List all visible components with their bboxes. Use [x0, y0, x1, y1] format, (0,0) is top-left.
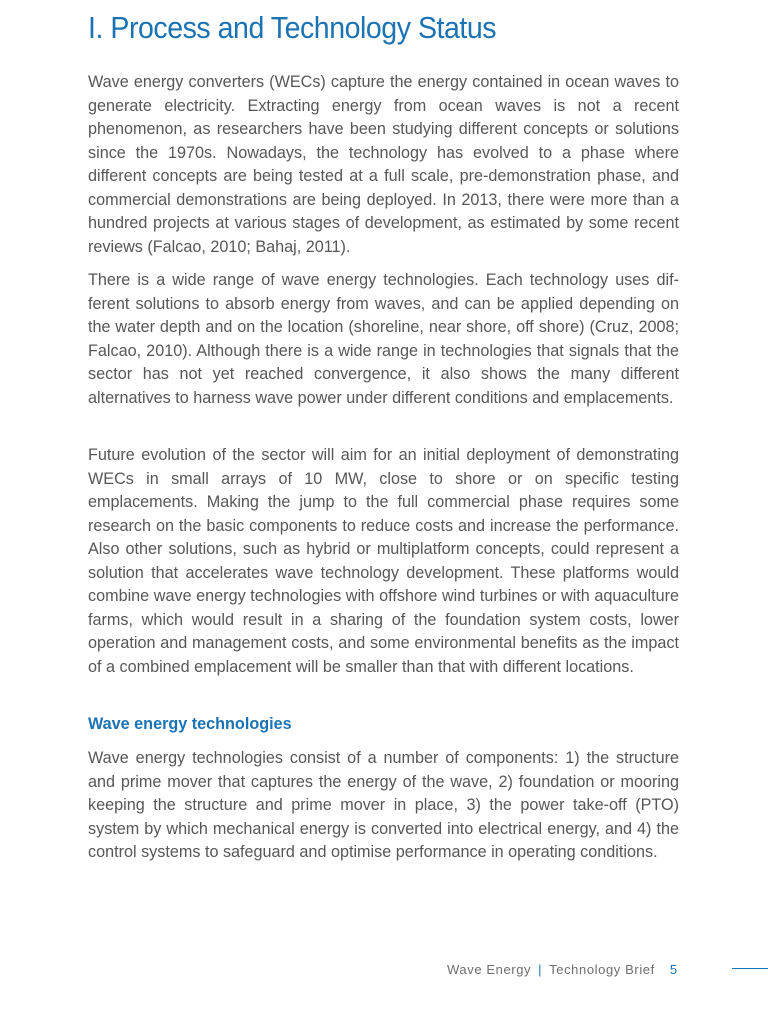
section-subheading: Wave energy technologies: [88, 715, 292, 733]
footer-publication-label: Wave Energy: [447, 961, 532, 977]
body-paragraph-2: There is a wide range of wave energy technologies. Each technology uses different solutions to absorb energy from waves, and can be applied depending on the water depth and on the location (shoreline, near shore, off shore) (Cruz, 2008; Falcao, 2010). Although there is a wide range in technologies that signals that the sector has not yet reached convergence, it also shows the many different alternatives to harness wave power under different conditions and emplacements.: [88, 271, 679, 407]
page-title: I. Process and Technology Status: [88, 10, 497, 45]
footer-separator: |: [538, 961, 543, 977]
body-paragraph-4: Wave energy technologies consist of a number of components: 1) the structure and prime mover that captures the energy of the wave, 2) foundation or mooring keeping the structure and prime mover in place, 3) the power take-off (PTO) system by which mechanical energy is converted into electrical energy, and 4) the control systems to safeguard and optimise performance in operating conditions.: [88, 749, 679, 861]
footer-series-label: Technology Brief: [549, 961, 655, 977]
footer-divider-line: [732, 968, 768, 969]
body-paragraph-3: Future evolution of the sector will aim for an initial deployment of demonstrating WECs in small arrays of 10 MW, close to shore or on specific testing emplacements. Making the jump to the full commercial phase requires some research on the basic components to reduce costs and increase the performance. Also other solutions, such as hybrid or multiplatform concepts, could represent a solution that accelerates wave technology development. These platforms would combine wave energy technologies with offshore wind turbines or with aquaculture farms, which would result in a sharing of the foundation system costs, lower operation and management costs, and some environmental benefits as the impact of a combined emplacement will be smaller than that with different locations.: [88, 446, 679, 676]
body-paragraph-1: Wave energy converters (WECs) capture the energy contained in ocean waves to generate electricity. Extracting energy from ocean waves is not a recent phenomenon, as researchers have been studying different concepts or solutions since the 1970s. Nowadays, the technology has evolved to a phase where different concepts are being tested at a full scale, pre-demonstration phase, and commercial demonstrations are being deployed. In 2013, there were more than a hundred projects at various stages of development, as estimated by some recent reviews (Falcao, 2010; Bahaj, 2011).: [88, 73, 679, 256]
page-footer: [447, 960, 678, 978]
page-number: 5: [669, 961, 678, 977]
page-content: [88, 0, 679, 861]
